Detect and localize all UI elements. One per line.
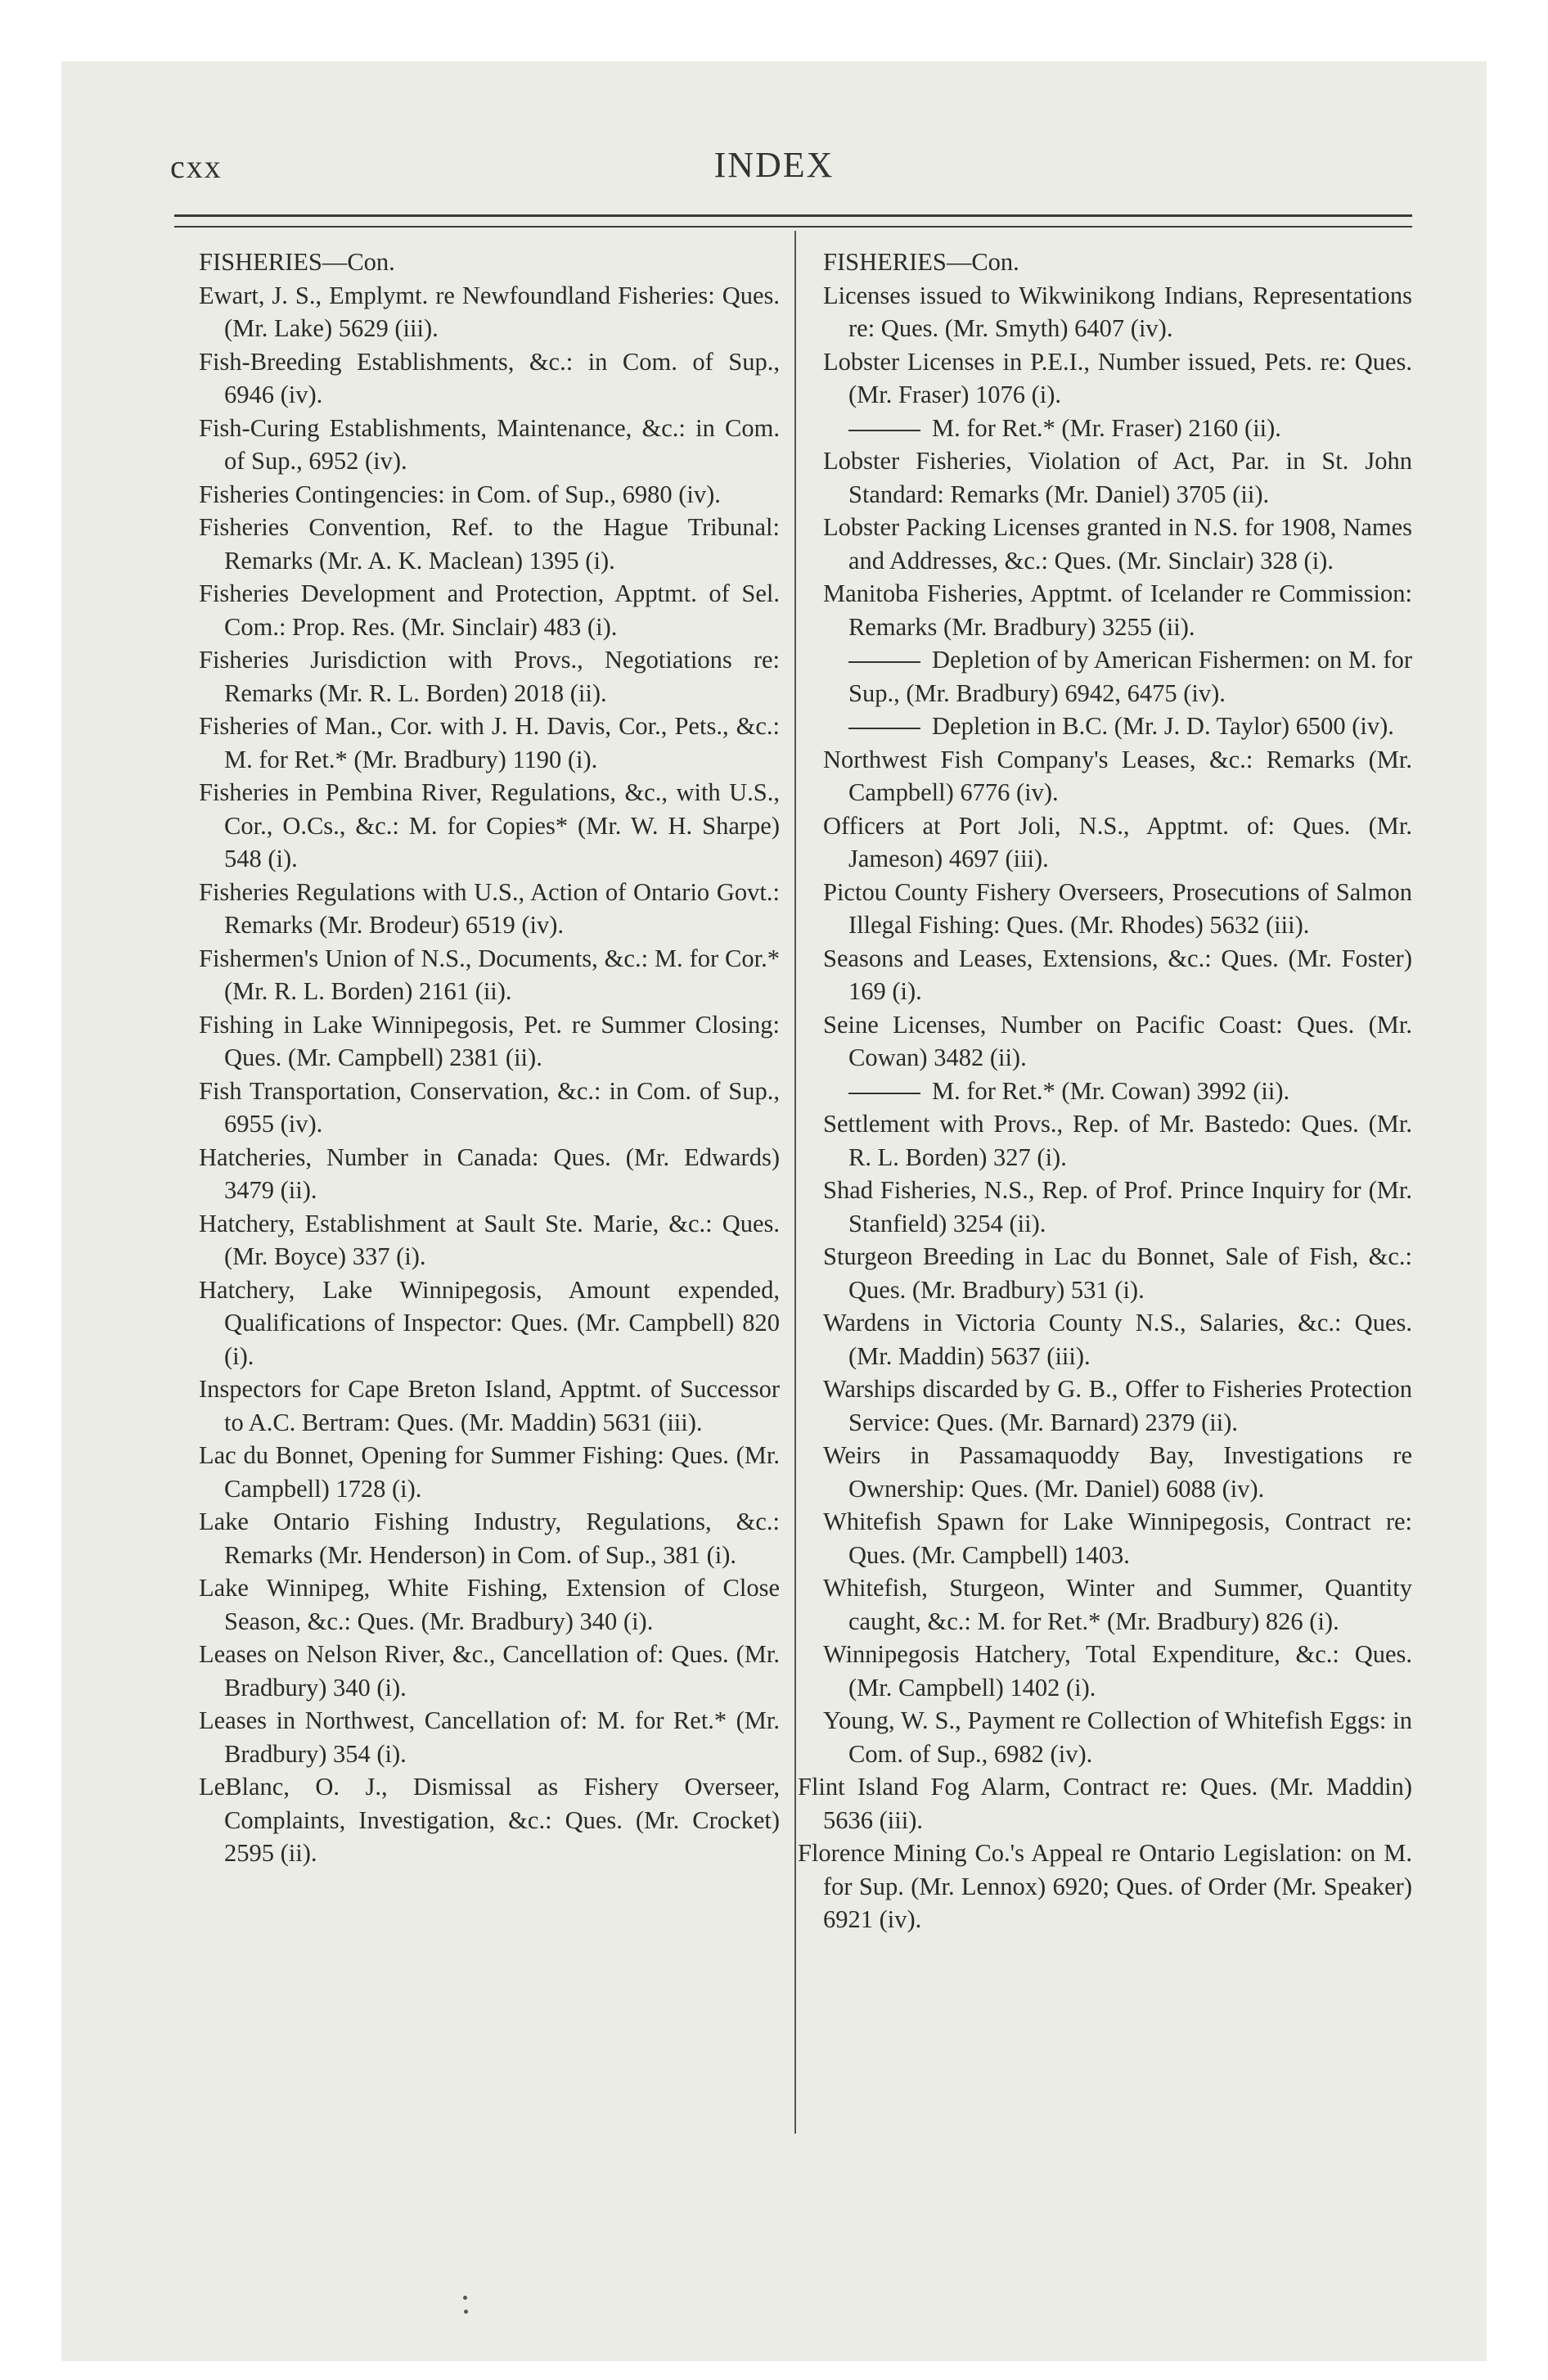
ditto-dash bbox=[848, 661, 920, 663]
page-number: cxx bbox=[170, 148, 223, 185]
index-subentry bbox=[823, 643, 1412, 710]
subentry-text: Depletion in B.C. (Mr. J. D. Taylor) 6500 (iv). bbox=[932, 712, 1394, 740]
ink-speck bbox=[463, 2296, 467, 2300]
subentry-text: M. for Ret.* (Mr. Cowan) 3992 (ii). bbox=[932, 1076, 1290, 1105]
index-entry: Settlement with Provs., Rep. of Mr. Bastedo: Ques. (Mr. R. L. Borden) 327 (i). bbox=[823, 1110, 1412, 1171]
index-subentry bbox=[823, 412, 1412, 445]
index-entry: Shad Fisheries, N.S., Rep. of Prof. Prince Inquiry for (Mr. Stanfield) 3254 (ii). bbox=[823, 1176, 1412, 1237]
index-entry: Sturgeon Breeding in Lac du Bonnet, Sale of Fish, &c.: Ques. (Mr. Bradbury) 531 (i). bbox=[823, 1242, 1412, 1304]
left-column bbox=[199, 246, 780, 1870]
index-entry: Fisheries Convention, Ref. to the Hague Tribunal: Remarks (Mr. A. K. Maclean) 1395 (i). bbox=[199, 513, 780, 575]
right-column bbox=[798, 246, 1412, 1936]
index-entry: Fishermen's Union of N.S., Documents, &c.: M. for Cor.* (Mr. R. L. Borden) 2161 (ii). bbox=[199, 944, 780, 1005]
index-entry: Whitefish Spawn for Lake Winnipegosis, Contract re: Ques. (Mr. Campbell) 1403. bbox=[823, 1508, 1412, 1569]
index-entry: Whitefish, Sturgeon, Winter and Summer, Quantity caught, &c.: M. for Ret.* (Mr. Bradbury) 826 (i). bbox=[823, 1574, 1412, 1635]
column-divider bbox=[794, 231, 796, 2134]
index-entry: Seasons and Leases, Extensions, &c.: Ques. (Mr. Foster) 169 (i). bbox=[823, 944, 1412, 1005]
section-heading: FISHERIES—Con. bbox=[199, 248, 395, 276]
index-entry: Florence Mining Co.'s Appeal re Ontario Legislation: on M. for Sup. (Mr. Lennox) 6920; Ques. of Order (Mr. Speaker) 6921 (iv). bbox=[798, 1839, 1412, 1933]
index-entry: Pictou County Fishery Overseers, Prosecutions of Salmon Illegal Fishing: Ques. (Mr. Rhodes) 5632 (iii). bbox=[823, 877, 1412, 939]
index-entry: Northwest Fish Company's Leases, &c.: Remarks (Mr. Campbell) 6776 (iv). bbox=[823, 745, 1412, 806]
index-entry: Fish-Breeding Establishments, &c.: in Com. of Sup., 6946 (iv). bbox=[199, 347, 780, 408]
section-heading: FISHERIES—Con. bbox=[823, 248, 1019, 276]
header-rule-thin bbox=[174, 226, 1412, 228]
ditto-dash bbox=[848, 1093, 920, 1094]
index-entry: Fishing in Lake Winnipegosis, Pet. re Summer Closing: Ques. (Mr. Campbell) 2381 (ii). bbox=[199, 1010, 780, 1071]
index-entry: Lobster Packing Licenses granted in N.S. for 1908, Names and Addresses, &c.: Ques. (Mr. Sinclair) 328 (i). bbox=[823, 513, 1412, 575]
index-entry: Lobster Fisheries, Violation of Act, Par. in St. John Standard: Remarks (Mr. Daniel) 3705 (ii). bbox=[823, 447, 1412, 508]
index-entry: Hatchery, Establishment at Sault Ste. Marie, &c.: Ques. (Mr. Boyce) 337 (i). bbox=[199, 1209, 780, 1270]
index-entry: Weirs in Passamaquoddy Bay, Investigations re Ownership: Ques. (Mr. Daniel) 6088 (iv). bbox=[823, 1441, 1412, 1503]
index-entry: Manitoba Fisheries, Apptmt. of Icelander re Commission: Remarks (Mr. Bradbury) 3255 (ii). bbox=[823, 579, 1412, 641]
subentry-text: Depletion of by American Fishermen: on M. for Sup., (Mr. Bradbury) 6942, 6475 (iv). bbox=[848, 646, 1412, 707]
index-entry: Lac du Bonnet, Opening for Summer Fishing: Ques. (Mr. Campbell) 1728 (i). bbox=[199, 1441, 780, 1503]
ink-speck bbox=[464, 2310, 468, 2314]
index-entry: Hatchery, Lake Winnipegosis, Amount expended, Qualifications of Inspector: Ques. (Mr. Campbell) 820 (i). bbox=[199, 1275, 780, 1370]
index-entry: Fisheries Contingencies: in Com. of Sup., 6980 (iv). bbox=[199, 480, 721, 508]
ditto-dash bbox=[848, 430, 920, 431]
index-entry: Warships discarded by G. B., Offer to Fisheries Protection Service: Ques. (Mr. Barnard) 2379 (ii). bbox=[823, 1375, 1412, 1436]
index-entry: Young, W. S., Payment re Collection of Whitefish Eggs: in Com. of Sup., 6982 (iv). bbox=[823, 1706, 1412, 1768]
index-entry: Fisheries of Man., Cor. with J. H. Davis, Cor., Pets., &c.: M. for Ret.* (Mr. Bradbury) 1190 (i). bbox=[199, 712, 780, 773]
index-entry: Wardens in Victoria County N.S., Salaries, &c.: Ques. (Mr. Maddin) 5637 (iii). bbox=[823, 1309, 1412, 1370]
index-entry: Inspectors for Cape Breton Island, Apptmt. of Successor to A.C. Bertram: Ques. (Mr. Maddin) 5631 (iii). bbox=[199, 1375, 780, 1436]
index-entry: Officers at Port Joli, N.S., Apptmt. of: Ques. (Mr. Jameson) 4697 (iii). bbox=[823, 811, 1412, 872]
header-rule bbox=[174, 214, 1412, 217]
index-entry: Ewart, J. S., Emplymt. re Newfoundland Fisheries: Ques. (Mr. Lake) 5629 (iii). bbox=[199, 281, 780, 342]
index-subentry bbox=[823, 1075, 1412, 1108]
index-entry: LeBlanc, O. J., Dismissal as Fishery Overseer, Complaints, Investigation, &c.: Ques. (Mr. Crocket) 2595 (ii). bbox=[199, 1773, 780, 1867]
index-entry: Fish-Curing Establishments, Maintenance, &c.: in Com. of Sup., 6952 (iv). bbox=[199, 413, 780, 475]
index-entry: Fish Transportation, Conservation, &c.: in Com. of Sup., 6955 (iv). bbox=[199, 1076, 780, 1138]
ditto-dash bbox=[848, 728, 920, 729]
subentry-text: M. for Ret.* (Mr. Fraser) 2160 (ii). bbox=[932, 413, 1281, 442]
index-entry: Fisheries Regulations with U.S., Action of Ontario Govt.: Remarks (Mr. Brodeur) 6519 (iv). bbox=[199, 877, 780, 939]
index-entry: Leases in Northwest, Cancellation of: M. for Ret.* (Mr. Bradbury) 354 (i). bbox=[199, 1706, 780, 1768]
index-entry: Hatcheries, Number in Canada: Ques. (Mr. Edwards) 3479 (ii). bbox=[199, 1143, 780, 1204]
index-entry: Fisheries Development and Protection, Apptmt. of Sel. Com.: Prop. Res. (Mr. Sinclair) 483 (i). bbox=[199, 579, 780, 641]
index-entry: Flint Island Fog Alarm, Contract re: Ques. (Mr. Maddin) 5636 (iii). bbox=[798, 1773, 1412, 1834]
index-entry: Fisheries Jurisdiction with Provs., Negotiations re: Remarks (Mr. R. L. Borden) 2018 (ii). bbox=[199, 646, 780, 707]
index-subentry bbox=[823, 710, 1412, 743]
index-entry: Seine Licenses, Number on Pacific Coast: Ques. (Mr. Cowan) 3482 (ii). bbox=[823, 1010, 1412, 1071]
index-entry: Lake Winnipeg, White Fishing, Extension of Close Season, &c.: Ques. (Mr. Bradbury) 340 (i). bbox=[199, 1574, 780, 1635]
index-entry: Fisheries in Pembina River, Regulations, &c., with U.S., Cor., O.Cs., &c.: M. for Copies* (Mr. W. H. Sharpe) 548 (i). bbox=[199, 778, 780, 872]
index-entry: Lobster Licenses in P.E.I., Number issued, Pets. re: Ques. (Mr. Fraser) 1076 (i). bbox=[823, 347, 1412, 408]
index-entry: Lake Ontario Fishing Industry, Regulations, &c.: Remarks (Mr. Henderson) in Com. of Sup., 381 (i). bbox=[199, 1508, 780, 1569]
index-entry: Winnipegosis Hatchery, Total Expenditure, &c.: Ques. (Mr. Campbell) 1402 (i). bbox=[823, 1640, 1412, 1702]
index-entry: Licenses issued to Wikwinikong Indians, Representations re: Ques. (Mr. Smyth) 6407 (iv). bbox=[823, 281, 1412, 342]
running-head: INDEX bbox=[713, 145, 835, 185]
index-entry: Leases on Nelson River, &c., Cancellation of: Ques. (Mr. Bradbury) 340 (i). bbox=[199, 1640, 780, 1702]
